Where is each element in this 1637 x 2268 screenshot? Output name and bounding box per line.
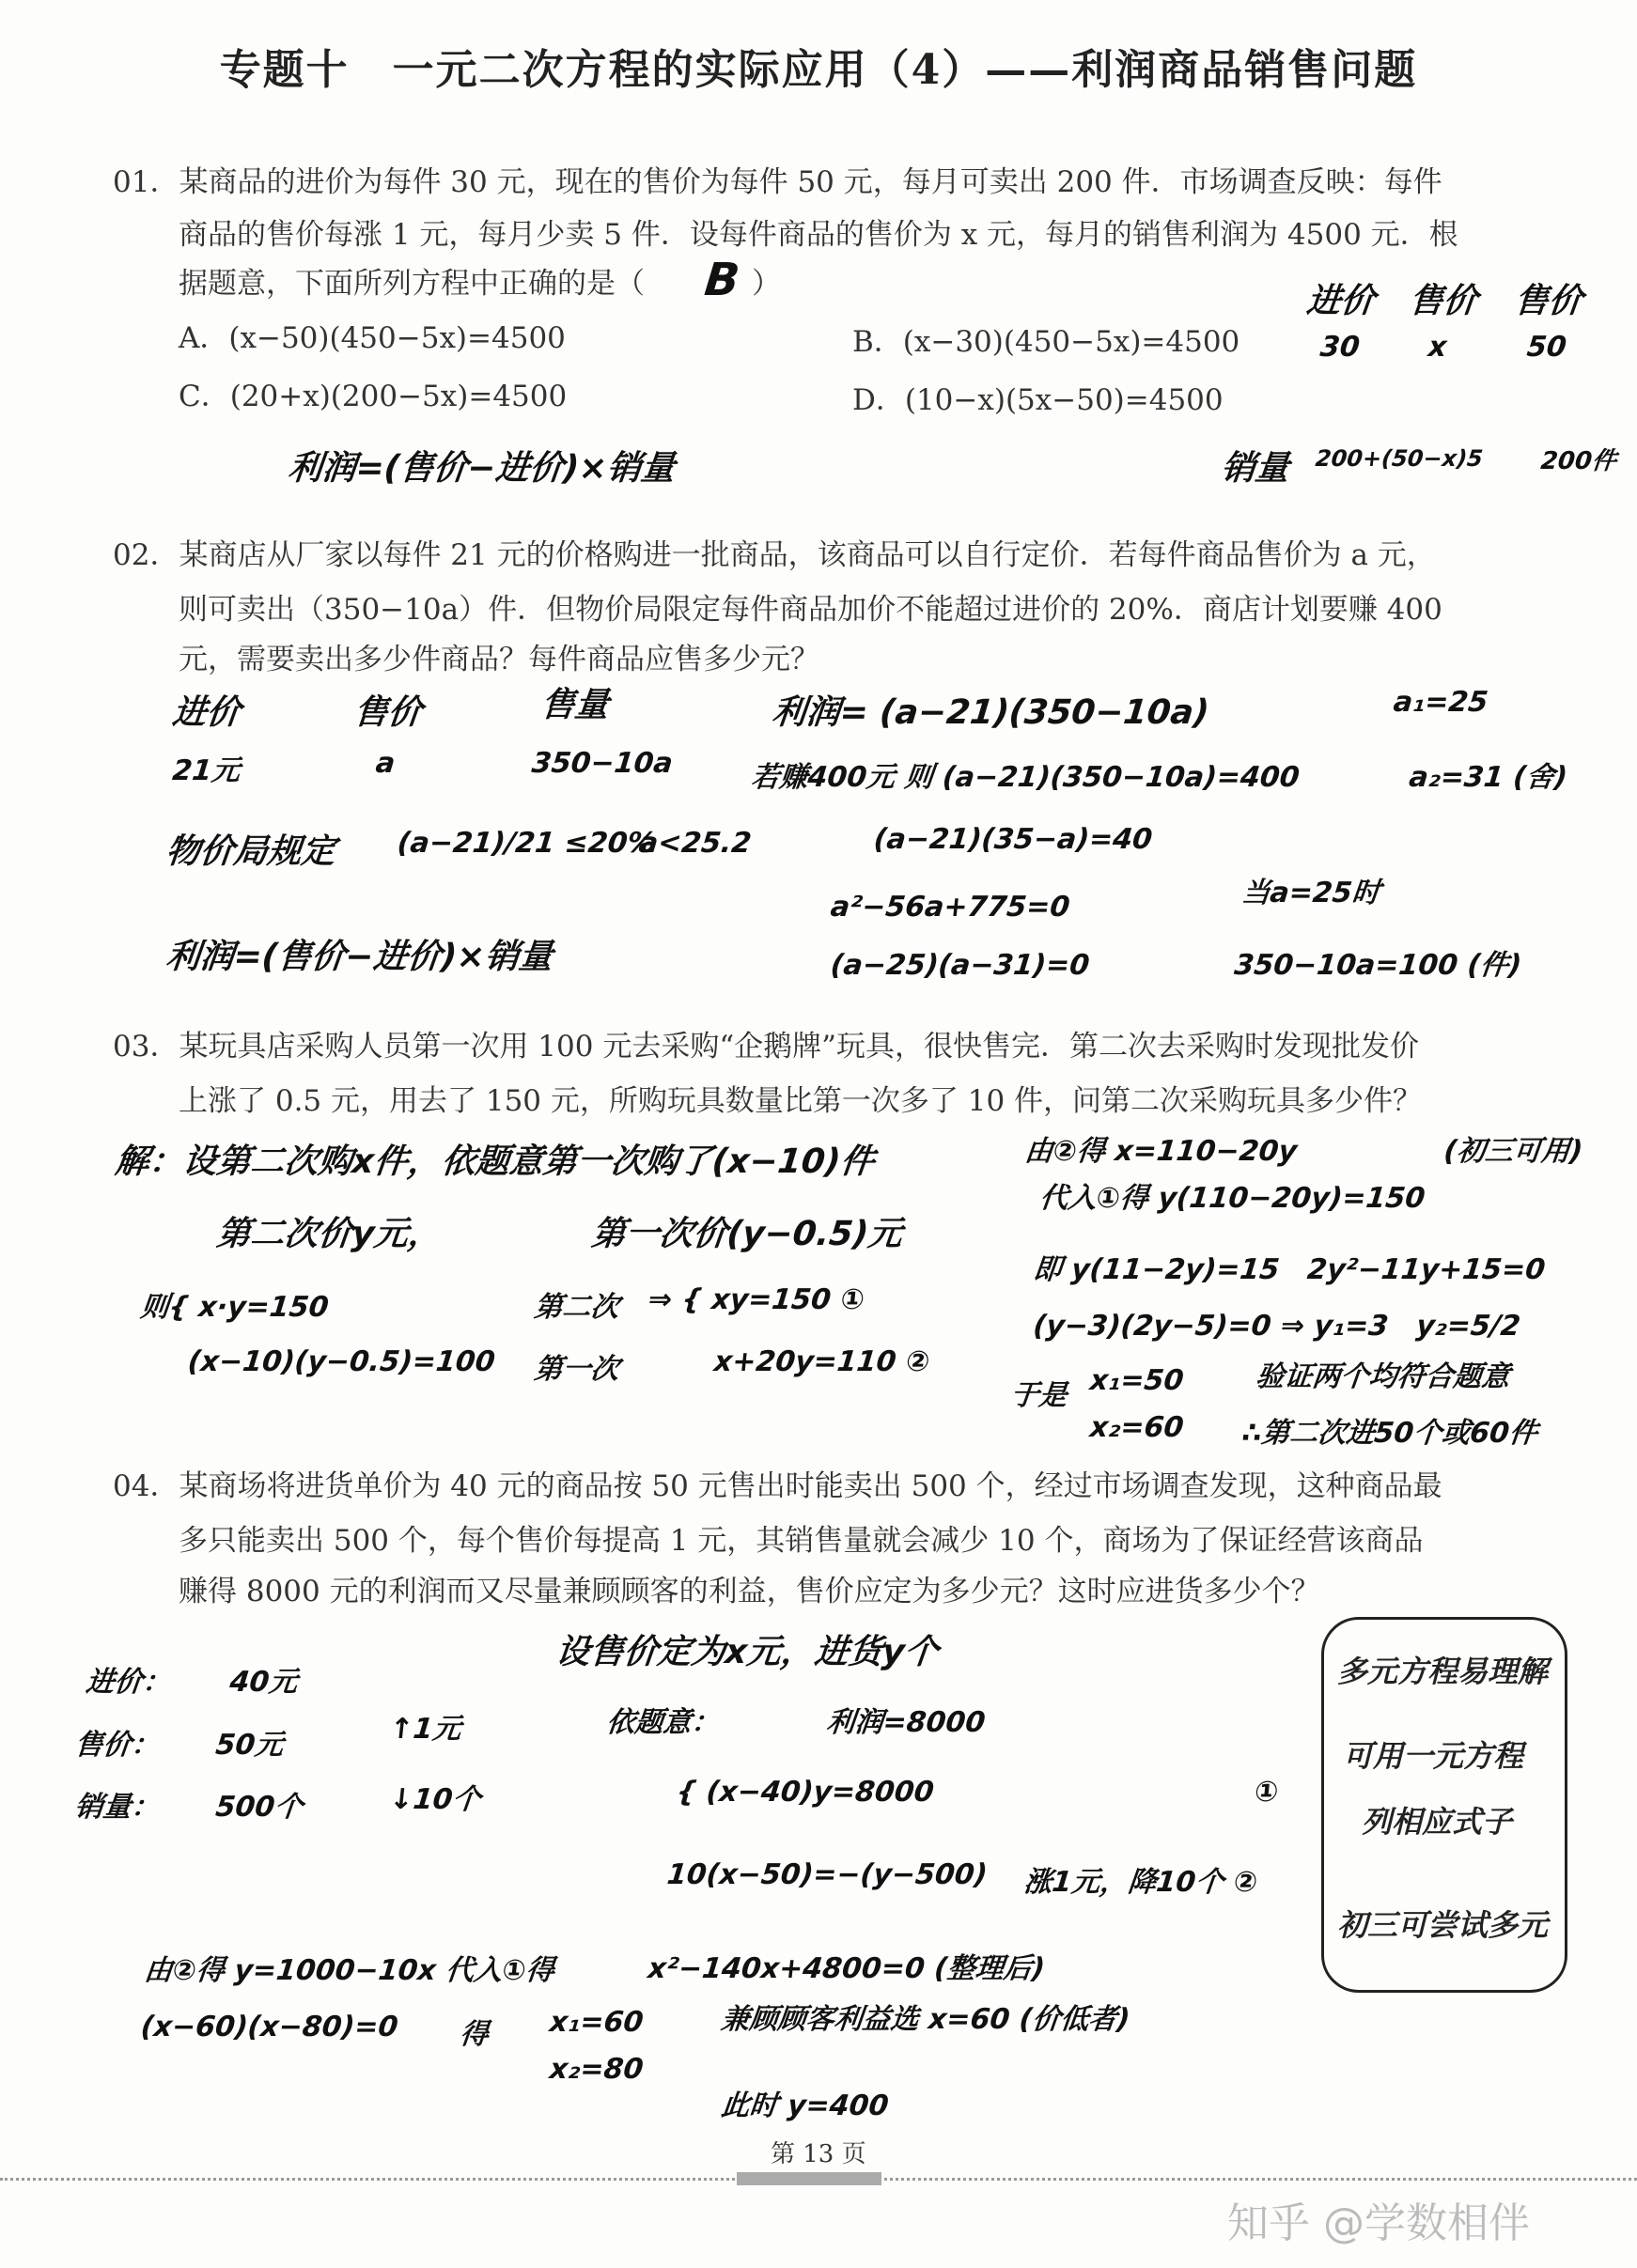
- q1-note: 200件: [1539, 447, 1618, 475]
- q4-note: x₁=60: [548, 2006, 646, 2039]
- q4-note: { (x−40)y=8000: [675, 1776, 936, 1809]
- q2-note: a₂=31 (舍): [1407, 761, 1569, 794]
- q1-option-b: B．(x−30)(450−5x)=4500: [852, 325, 1240, 359]
- box-note: 列相应式子: [1362, 1804, 1513, 1840]
- q4-note: 10(x−50)=−(y−500): [665, 1858, 990, 1891]
- q4-line3: 赚得 8000 元的利润而又尽量兼顾顾客的利益，售价应定为多少元？这时应进货多少个？: [179, 1575, 1320, 1608]
- q2-note: (a−21)(35−a)=40: [872, 823, 1154, 856]
- q3-note: 即 y(11−2y)=15 2y²−11y+15=0: [1031, 1253, 1548, 1286]
- q2-note: a₁=25: [1392, 686, 1490, 719]
- q2-line1: 02．某商店从厂家以每件 21 元的价格购进一批商品，该商品可以自行定价．若每件商品售价为 a 元，: [113, 538, 1436, 572]
- q3-note: 第二次: [532, 1291, 621, 1324]
- footer-bar: [737, 2172, 881, 2185]
- q1-line2: 商品的售价每涨 1 元，每月少卖 5 件．设每件商品的售价为 x 元，每月的销售利润为 4500 元．根: [179, 218, 1458, 252]
- q1-option-d: D．(10−x)(5x−50)=4500: [852, 383, 1224, 417]
- q4-line2: 多只能卖出 500 个，每个售价每提高 1 元，其销售量就会减少 10 个，商场为了保证经营该商品: [179, 1524, 1424, 1558]
- q2-line2: 则可卖出（350−10a）件．但物价局限定每件商品加价不能超过进价的 20%．商店计划要赚 400: [179, 593, 1442, 627]
- q1-line3: 据题意，下面所列方程中正确的是（: [179, 267, 645, 301]
- q3-note: (初三可用): [1442, 1135, 1584, 1168]
- q3-note: 则{ x·y=150: [138, 1291, 331, 1324]
- q4-note: 利润=8000: [824, 1706, 988, 1739]
- q4-note: 售价：: [72, 1729, 162, 1762]
- q2-note: 物价局规定: [164, 832, 337, 871]
- page-title: 专题十 一元二次方程的实际应用（4）——利润商品销售问题: [219, 46, 1418, 94]
- q4-note: 由②得 y=1000−10x 代入①得: [142, 1954, 556, 1987]
- q4-note: 此时 y=400: [719, 2089, 891, 2122]
- box-note: 可用一元方程: [1343, 1738, 1524, 1774]
- q1-option-a: A．(x−50)(450−5x)=4500: [179, 321, 566, 355]
- q4-note: 设售价定为x元，进货y个: [553, 1633, 941, 1671]
- q3-note: (x−10)(y−0.5)=100: [186, 1345, 497, 1378]
- q3-note: 代入①得 y(110−20y)=150: [1037, 1182, 1427, 1215]
- q2-note: 21元: [170, 754, 242, 787]
- q4-note: 兼顾顾客利益选 x=60 (价低者): [719, 2003, 1132, 2036]
- q1-note: x: [1427, 331, 1449, 364]
- q3-line2: 上涨了 0.5 元，用去了 150 元，所购玩具数量比第一次多了 10 件，问第二次采购玩具多少件？: [179, 1084, 1423, 1118]
- q4-note: ↑1元: [387, 1713, 463, 1746]
- q2-note: a<25.2: [637, 827, 754, 860]
- q1-note: 30: [1318, 331, 1362, 364]
- q4-note: 50元: [213, 1729, 286, 1762]
- page-number: 第 13 页: [771, 2140, 866, 2168]
- q3-note: (y−3)(2y−5)=0 ⇒ y₁=3 y₂=5/2: [1031, 1310, 1522, 1343]
- q3-note: x+20y=110 ②: [712, 1345, 932, 1378]
- q3-line1: 03．某玩具店采购人员第一次用 100 元去采购“企鹅牌”玩具，很快售完．第二次去采购时发现批发价: [113, 1030, 1420, 1064]
- q4-note: 涨1元，降10个 ②: [1021, 1866, 1259, 1899]
- q2-note: 当a=25时: [1239, 877, 1382, 909]
- q1-option-c: C．(20+x)(200−5x)=4500: [179, 380, 568, 413]
- q4-note: ↓10个: [387, 1783, 483, 1816]
- q4-note: (x−60)(x−80)=0: [139, 2011, 400, 2043]
- q4-note: 40元: [227, 1666, 300, 1699]
- q1-note: 50: [1525, 331, 1568, 364]
- q2-note: a²−56a+775=0: [829, 891, 1072, 924]
- q1-note: 售价: [1512, 282, 1584, 320]
- q3-note: 解：设第二次购x件，依题意第一次购了(x−10)件: [113, 1142, 877, 1181]
- q3-note: 由②得 x=110−20y: [1022, 1135, 1299, 1168]
- q4-note: 依题意：: [604, 1706, 722, 1739]
- q3-note: ⇒ { xy=150 ①: [647, 1283, 866, 1316]
- q2-note: (a−25)(a−31)=0: [829, 949, 1091, 982]
- q2-note: 若赚400元 则 (a−21)(350−10a)=400: [749, 761, 1302, 794]
- q4-note: 销量：: [72, 1791, 162, 1824]
- q3-note: x₂=60: [1088, 1411, 1186, 1444]
- q2-note: 售量: [538, 686, 611, 724]
- q4-note: 得: [458, 2018, 491, 2051]
- q2-note: 售价: [351, 693, 424, 732]
- q1-note: 利润=(售价−进价)×销量: [286, 449, 678, 488]
- q1-note: 200+(50−x)5: [1314, 445, 1485, 472]
- box-note: 多元方程易理解: [1337, 1654, 1549, 1689]
- q3-note: 第一次: [532, 1353, 621, 1386]
- q4-line1: 04．某商场将进货单价为 40 元的商品按 50 元售出时能卖出 500 个，经过市场调查发现，这种商品最: [113, 1469, 1442, 1503]
- q2-note: 利润= (a−21)(350−10a): [770, 693, 1211, 732]
- q3-note: 于是: [1008, 1379, 1069, 1412]
- q2-note: 350−10a=100 (件): [1232, 949, 1523, 982]
- q2-note: 利润=(售价−进价)×销量: [164, 938, 555, 976]
- q4-note: 进价：: [84, 1666, 173, 1699]
- q3-note: x₁=50: [1088, 1364, 1186, 1397]
- q1-answer: B: [702, 254, 742, 306]
- q2-note: (a−21)/21 ≤20%: [396, 827, 658, 860]
- box-note: 初三可尝试多元: [1337, 1907, 1549, 1943]
- margin-note-box: [1321, 1617, 1567, 1993]
- q3-note: 第一次价(y−0.5)元: [589, 1215, 905, 1253]
- q4-note: ①: [1253, 1776, 1281, 1809]
- q1-close: ）: [752, 267, 781, 301]
- q3-note: 验证两个均符合题意: [1254, 1360, 1512, 1393]
- q1-note: 销量: [1219, 449, 1291, 488]
- q3-note: ∴第二次进50个或60件: [1239, 1417, 1539, 1450]
- q4-note: x₂=80: [548, 2053, 646, 2086]
- q1-note: 售价: [1407, 282, 1479, 320]
- q1-note: 进价: [1304, 282, 1377, 320]
- q4-note: x²−140x+4800=0 (整理后): [646, 1952, 1047, 1985]
- q2-note: 350−10a: [530, 747, 675, 780]
- q2-note: 进价: [170, 693, 242, 732]
- q2-note: a: [374, 747, 398, 780]
- q2-line3: 元，需要卖出多少件商品？每件商品应售多少元？: [179, 643, 819, 676]
- q3-note: 第二次价y元，: [214, 1215, 444, 1253]
- q4-note: 500个: [213, 1791, 305, 1824]
- watermark: 知乎 @学数相伴: [1227, 2199, 1530, 2247]
- q1-line1: 01．某商品的进价为每件 30 元，现在的售价为每件 50 元，每月可卖出 200 件．市场调查反映：每件: [113, 165, 1442, 199]
